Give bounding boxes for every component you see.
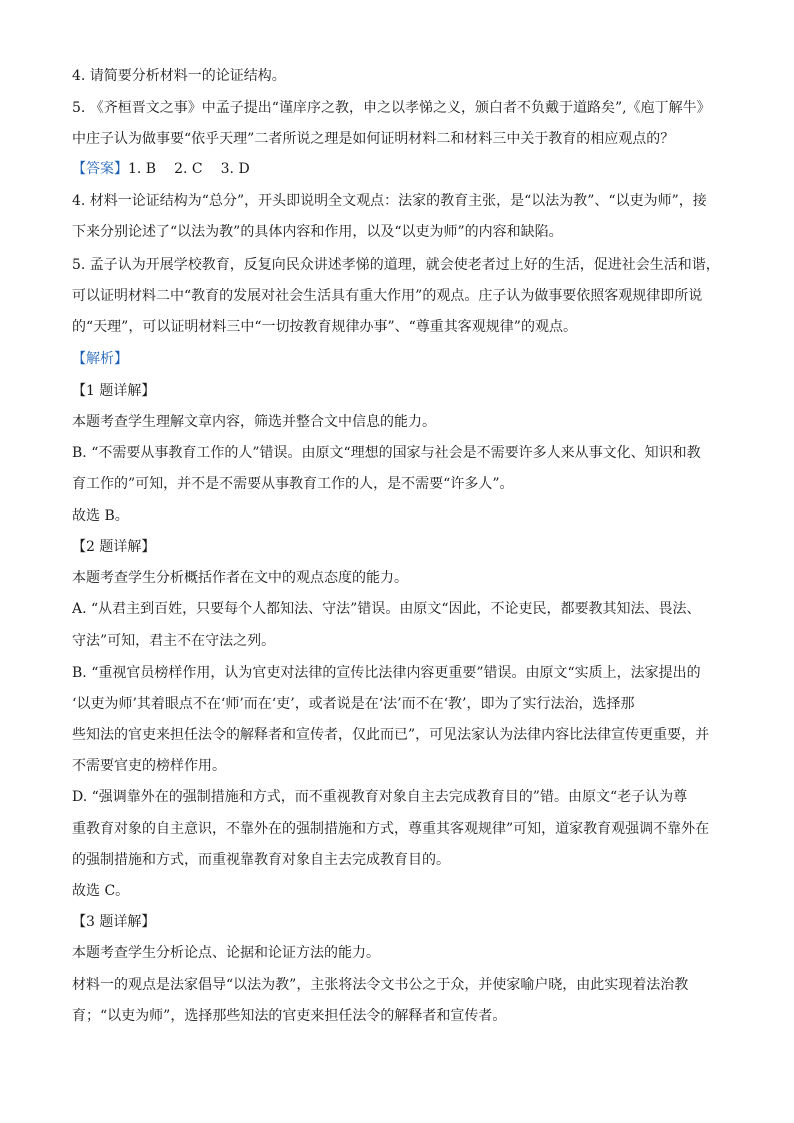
answer-5-line-2: 可以证明材料二中“教育的发展对社会生活具有重大作用”的观点。庄子认为做事要依照客观规律即所说 — [72, 288, 703, 304]
analysis-tag: 【解析】 — [72, 351, 128, 367]
answer-line — [72, 160, 732, 178]
detail-heading-3: 【3 题详解】 — [72, 914, 156, 930]
answer-item-3: 3. D — [220, 161, 250, 177]
detail-1-line-2: B. “不需要从事教育工作的人”错误。由原文“理想的国家与社会是不需要许多人来从事文化、知识和教 — [72, 445, 701, 461]
detail-2-line-2: A. “从君主到百姓，只要每个人都知法、守法”错误。由原文“因此，不论吏民，都要教其知法、畏法、 — [72, 601, 701, 617]
detail-3-line-1: 本题考查学生分析论点、论据和论证方法的能力。 — [72, 945, 380, 961]
detail-2-choice: 故选 C。 — [72, 883, 130, 899]
detail-2-line-9: 重教育对象的自主意识，不靠外在的强制措施和方式，尊重其客观规律”可知，道家教育观强调不靠外在 — [72, 821, 710, 837]
answer-4-line-2: 下来分别论述了“以法为教”的具体内容和作用，以及“以吏为师”的内容和缺陷。 — [72, 224, 563, 240]
answer-4-line-1: 4. 材料一论证结构为“总分”，开头即说明全文观点：法家的教育主张，是“以法为教”、“以吏为师”，接 — [72, 193, 707, 209]
answer-item-1: 1. B — [128, 161, 157, 177]
detail-2-line-1: 本题考查学生分析概括作者在文中的观点态度的能力。 — [72, 570, 408, 586]
detail-1-line-3: 育工作的”可知，并不是不需要从事教育工作的人，是不需要“许多人”。 — [72, 476, 514, 492]
detail-2-line-7: 不需要官吏的榜样作用。 — [72, 758, 226, 774]
question-4: 4. 请简要分析材料一的论证结构。 — [72, 68, 286, 84]
detail-heading-1: 【1 题详解】 — [72, 383, 156, 399]
detail-2-line-4: B. “重视官员榜样作用，认为官吏对法律的宣传比法律内容更重要”错误。由原文“实质上，法家提出的 — [72, 665, 701, 681]
detail-2-line-10: 的强制措施和方式，而重视靠教育对象自主去完成教育目的。 — [72, 852, 450, 868]
detail-3-line-2: 材料一的观点是法家倡导“以法为教”，主张将法令文书公之于众，并使家喻户晓，由此实现着法治教 — [72, 977, 689, 993]
answer-item-2: 2. C — [174, 161, 203, 177]
answer-5-line-3: 的“天理”，可以证明材料三中“一切按教育规律办事”、“尊重其客观规律”的观点。 — [72, 319, 577, 335]
detail-2-line-6: 些知法的官吏来担任法令的解释者和宣传者，仅此而已”，可见法家认为法律内容比法律宣传更重要，并 — [72, 727, 710, 743]
answer-5-line-1: 5. 孟子认为开展学校教育，反复向民众讲述孝悌的道理，就会使老者过上好的生活，促进社会生活和谐， — [72, 257, 720, 273]
detail-1-line-1: 本题考查学生理解文章内容，筛选并整合文中信息的能力。 — [72, 414, 436, 430]
detail-2-line-8: D. “强调靠外在的强制措施和方式，而不重视教育对象自主去完成教育目的”错。由原文“老子认为尊 — [72, 789, 688, 805]
detail-heading-2: 【2 题详解】 — [72, 539, 156, 555]
detail-3-line-3: 育；“以吏为师”，选择那些知法的官吏来担任法令的解释者和宣传者。 — [72, 1008, 507, 1024]
answer-tag: 【答案】 — [72, 161, 128, 177]
question-5-line-1: 5. 《齐桓晋文之事》中孟子提出“谨庠序之教，申之以孝悌之义，颁白者不负戴于道路矣”,《庖丁解牛》 — [72, 100, 711, 116]
detail-2-line-5: ‘以吏为师’其着眼点不在‘师’而在‘吏’，或者说是在‘法’而不在‘教’，即为了实行法治，选择那 — [72, 696, 635, 712]
detail-1-choice: 故选 B。 — [72, 508, 129, 524]
question-5-line-2: 中庄子认为做事要“依乎天理”二者所说之理是如何证明材料二和材料三中关于教育的相应观点的？ — [72, 131, 675, 147]
detail-2-line-3: 守法”可知，君主不在守法之列。 — [72, 633, 276, 649]
